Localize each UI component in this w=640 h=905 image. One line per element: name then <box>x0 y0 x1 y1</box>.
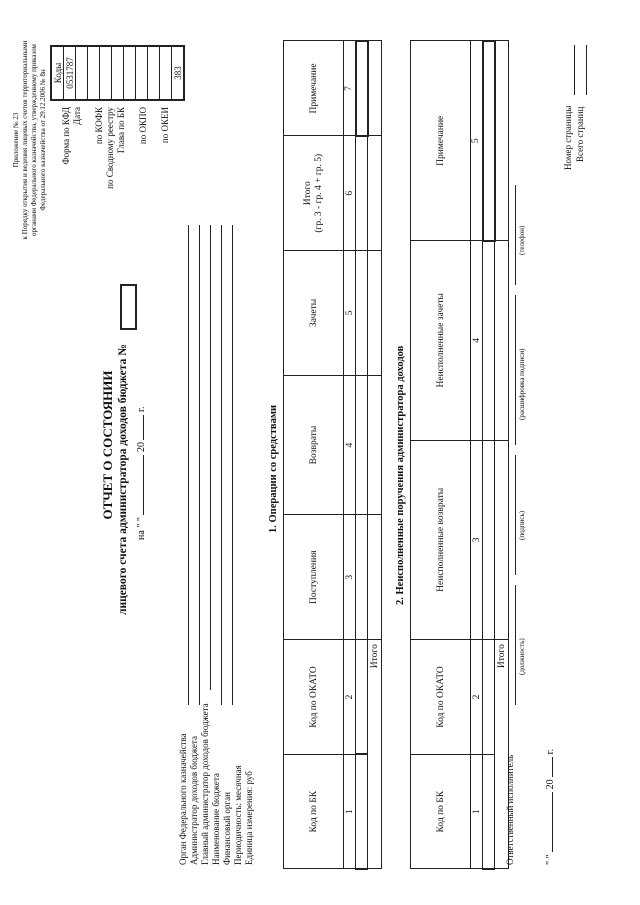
s1-num-7: 7 <box>344 41 356 136</box>
s2-num-3: 3 <box>471 440 483 640</box>
s1-data-bk[interactable] <box>356 754 368 869</box>
s1-header-returns: Возвраты <box>284 375 344 515</box>
s2-num-4: 4 <box>471 241 483 441</box>
s1-header-total: Итого (гр. 3 - гр. 4 + гр. 5) <box>284 136 344 251</box>
s1-num-1: 1 <box>344 754 356 869</box>
s1-num-4: 4 <box>344 375 356 515</box>
s1-total-returns[interactable] <box>368 375 382 515</box>
code-head-bk-value[interactable] <box>124 46 136 100</box>
code-blank1-value[interactable] <box>88 46 100 100</box>
date-year: 20 <box>136 442 147 453</box>
s1-data-total[interactable] <box>356 136 368 251</box>
codes-labels <box>50 107 171 217</box>
s2-total-returns[interactable] <box>495 440 509 640</box>
report-date <box>136 407 147 540</box>
section1-title: 1. Операции со средствами <box>268 404 279 533</box>
field-line-5[interactable] <box>232 225 233 705</box>
s2-num-2: 2 <box>471 640 483 755</box>
code-label-registry: по Сводному реестру <box>105 107 115 189</box>
sig-date-prefix: " " <box>545 854 556 865</box>
field-line-3[interactable] <box>210 225 211 690</box>
page-number-label: Номер страницы <box>563 105 573 170</box>
position-line[interactable] <box>515 585 516 705</box>
executor-label: Ответственный исполнитель <box>505 754 515 865</box>
account-number-box[interactable] <box>120 284 137 330</box>
s1-num-2: 2 <box>344 640 356 755</box>
appendix-line-3: органами Федерального казначейства, утвержденному приказом <box>30 44 38 237</box>
s2-data-returns[interactable] <box>483 440 495 640</box>
code-blank2-value[interactable] <box>136 46 148 100</box>
sig-date-suffix: г. <box>545 748 556 755</box>
s1-header-offsets: Зачеты <box>284 251 344 376</box>
codes-table <box>50 45 185 101</box>
s2-header-returns: Неисполненные возвраты <box>411 440 471 640</box>
code-label-okpo: по ОКПО <box>138 107 148 145</box>
section2-table <box>410 40 509 870</box>
code-label-okei: по ОКЕИ <box>160 107 170 144</box>
s1-total-offsets[interactable] <box>368 251 382 376</box>
appendix-line-2: к Порядку открытия и ведения лицевых счетов территориальными <box>21 40 29 240</box>
appendix-line-4: Федерального казначейства от 29.12.2006 № 8н <box>39 69 47 211</box>
phone-caption: (телефон) <box>518 225 526 255</box>
s1-total-label: Итого <box>369 644 380 669</box>
code-label-blank3 <box>149 107 160 217</box>
code-label-blank2 <box>127 107 138 217</box>
code-registry-value[interactable] <box>112 46 124 100</box>
s2-data-offsets[interactable] <box>483 241 495 441</box>
sign-caption: (подпись) <box>518 510 526 540</box>
section2-title: 2. Неисполненные поручения администратора доходов <box>395 345 406 605</box>
field-fin-organ: Финансовый орган <box>222 792 232 865</box>
signature-date <box>545 749 556 865</box>
s2-data-bk[interactable] <box>483 754 495 869</box>
s2-header-offsets: Неисполненные зачеты <box>411 241 471 441</box>
code-label-blank1 <box>83 107 94 217</box>
s2-total-offsets[interactable] <box>495 241 509 441</box>
phone-line[interactable] <box>515 185 516 285</box>
code-label-kofk: по КОФК <box>94 107 104 145</box>
total-pages-line[interactable] <box>586 45 587 95</box>
position-caption: (должность) <box>518 638 526 675</box>
code-label-date: Дата <box>72 107 82 125</box>
decode-line[interactable] <box>515 295 516 445</box>
total-pages-label: Всего страниц <box>575 106 585 162</box>
appendix-line-1: Приложение № 23 <box>12 112 20 168</box>
field-unit: Единица измерения: руб <box>244 771 254 865</box>
s1-data-note[interactable] <box>356 41 368 136</box>
field-line-2[interactable] <box>199 225 200 705</box>
s2-num-1: 1 <box>471 754 483 869</box>
s1-data-okato[interactable] <box>356 640 368 755</box>
code-date-value[interactable] <box>76 46 88 100</box>
decode-caption: (расшифровка подписи) <box>518 348 526 420</box>
report-title: ОТЧЕТ О СОСТОЯНИИ <box>100 370 115 520</box>
code-okpo-value[interactable] <box>148 46 160 100</box>
code-okei-value[interactable]: 383 <box>172 46 185 100</box>
field-admin: Администратор доходов бюджета <box>189 736 199 865</box>
s1-num-6: 6 <box>344 136 356 251</box>
appendix-note <box>12 25 48 255</box>
s1-header-bk: Код по БК <box>284 754 344 869</box>
field-budget-name: Наименование бюджета <box>211 773 221 865</box>
s1-num-3: 3 <box>344 515 356 640</box>
s1-data-income[interactable] <box>356 515 368 640</box>
s1-total-total[interactable] <box>368 136 382 251</box>
s1-num-5: 5 <box>344 251 356 376</box>
s2-data-okato[interactable] <box>483 640 495 755</box>
s2-num-5: 5 <box>471 41 483 241</box>
header-fields <box>178 703 255 865</box>
code-kfd-value[interactable]: 0531787 <box>64 46 76 100</box>
code-blank3-value[interactable] <box>160 46 172 100</box>
s1-header-note: Примечание <box>284 41 344 136</box>
s1-header-okato: Код по ОКАТО <box>284 640 344 755</box>
field-main-admin: Главный администратор доходов бюджета <box>200 703 210 865</box>
s2-total-label: Итого <box>496 644 507 669</box>
code-label-head-bk: Глава по БК <box>116 107 126 154</box>
report-subtitle: лицевого счета администратора доходов бюджета № <box>117 344 129 615</box>
code-kofk-value[interactable] <box>100 46 112 100</box>
s2-header-note: Примечание <box>411 41 471 241</box>
s1-header-income: Поступления <box>284 515 344 640</box>
field-line-4[interactable] <box>221 225 222 705</box>
section1-table <box>283 40 382 870</box>
field-periodicity: Периодичность: месячная <box>233 765 243 865</box>
code-label-kfd: Форма по КФД <box>61 107 71 165</box>
s2-header-okato: Код по ОКАТО <box>411 640 471 755</box>
field-fk-organ: Орган Федерального казначейства <box>178 733 188 865</box>
s2-data-note[interactable] <box>483 41 495 241</box>
sig-date-year: 20 <box>545 779 556 790</box>
date-suffix: г. <box>136 406 147 413</box>
s2-header-bk: Код по БК <box>411 754 471 869</box>
s1-data-returns[interactable] <box>356 375 368 515</box>
field-line-1[interactable] <box>188 225 189 705</box>
date-prefix: на " " <box>136 517 147 540</box>
sign-line[interactable] <box>515 455 516 575</box>
codes-header: Коды <box>51 46 64 100</box>
s1-total-income[interactable] <box>368 515 382 640</box>
page-number-line[interactable] <box>574 45 575 95</box>
s1-data-offsets[interactable] <box>356 251 368 376</box>
